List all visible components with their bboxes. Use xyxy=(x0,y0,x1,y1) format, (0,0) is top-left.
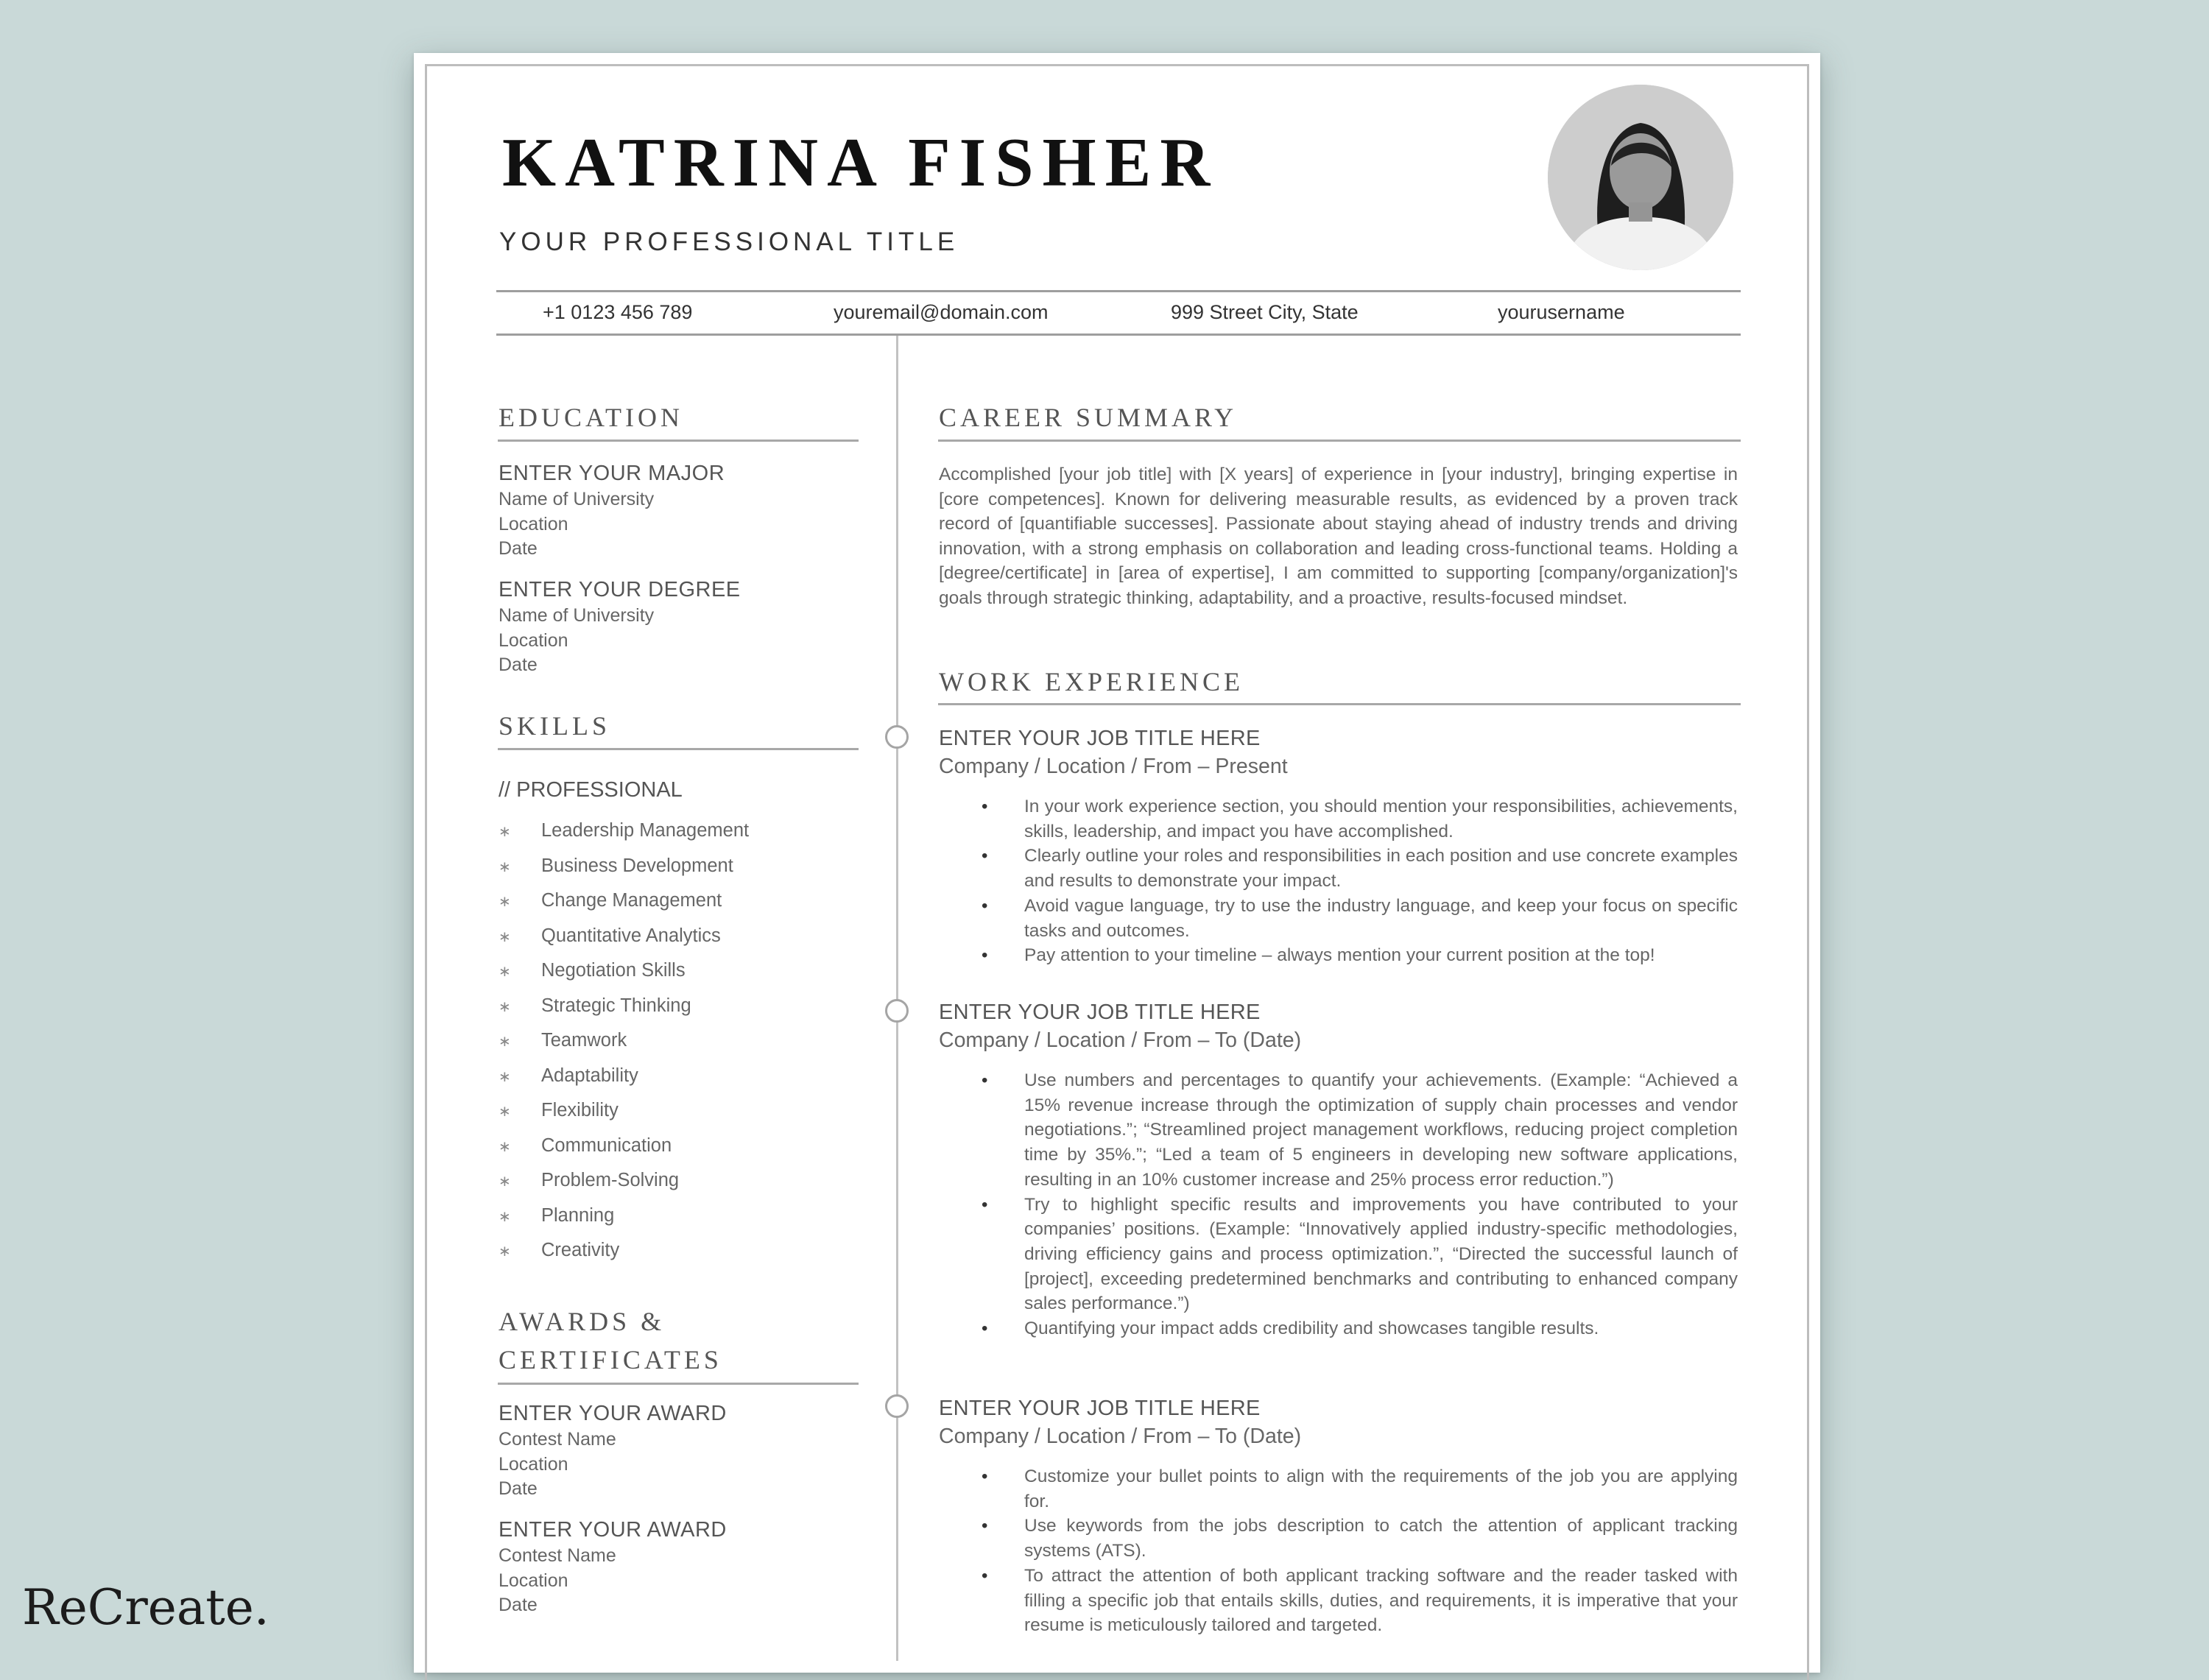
skill-item: ∗ Communication xyxy=(498,1134,845,1169)
skill-item: ∗ Creativity xyxy=(498,1238,845,1274)
education-rule xyxy=(498,440,859,442)
job-bullet: • Use numbers and percentages to quantify your achievements. (Example: “Achieved a 15% revenue increase through the optimization of supply chain processes and vendor negotiations.”; “Streamlined project management workflows, reducing project completion time by 35%.”; “Led a team of 5 engineers in developing new software applications, resulting in an 10% customer increase and 25% process error reduction.”) xyxy=(1024,1068,1738,1193)
skill-item: ∗ Strategic Thinking xyxy=(498,994,845,1029)
job-subtitle: Company / Location / From – To (Date) xyxy=(939,1425,1302,1448)
timeline-dot xyxy=(885,725,909,749)
skill-item: ∗ Negotiation Skills xyxy=(498,959,845,994)
skills-list xyxy=(498,819,845,1274)
job-bullet: • Clearly outline your roles and responsibilities in each position and use concrete examples and results to demonstrate your impact. xyxy=(1024,844,1738,893)
contact-phone: +1 0123 456 789 xyxy=(543,301,693,323)
skill-item: ∗ Business Development xyxy=(498,854,845,889)
career-summary-text: Accomplished [your job title] with [X years] of experience in [your industry], bringing expertise in [core competences]. Known for delivering measurable results, as evidenced by a proven track record of [quantifiable successes]. Passionate about staying ahead of industry trends and driving innovation, with a strong emphasis on collaboration and leading cross-functional teams. Holding a [degree/certificate] in [area of expertise], I am committed to supporting [company/organization]'s goals through strategic thinking, adaptability, and a proactive, results-focused mindset. xyxy=(939,465,1738,608)
skill-item: ∗ Adaptability xyxy=(498,1064,845,1099)
skills-rule xyxy=(498,748,859,750)
asterisk-icon: ∗ xyxy=(498,928,511,945)
asterisk-icon: ∗ xyxy=(498,1173,511,1190)
education-heading: EDUCATION xyxy=(498,403,683,432)
timeline-line xyxy=(896,336,898,1661)
job-subtitle: Company / Location / From – To (Date) xyxy=(939,1028,1302,1052)
education-school: Name of University xyxy=(498,489,655,509)
job-subtitle: Company / Location / From – Present xyxy=(939,755,1288,778)
award-contest: Contest Name xyxy=(498,1429,616,1450)
resume-page xyxy=(414,53,1820,1673)
candidate-name: KATRINA FISHER xyxy=(502,124,1219,201)
skill-item: ∗ Quantitative Analytics xyxy=(498,924,845,959)
award-location: Location xyxy=(498,1570,568,1591)
asterisk-icon: ∗ xyxy=(498,1138,511,1155)
asterisk-icon: ∗ xyxy=(498,1243,511,1260)
timeline-dot xyxy=(885,1394,909,1418)
asterisk-icon: ∗ xyxy=(498,824,511,840)
contact-address: 999 Street City, State xyxy=(1171,301,1359,323)
skill-item: ∗ Teamwork xyxy=(498,1028,845,1064)
award-contest: Contest Name xyxy=(498,1545,616,1566)
job-bullets xyxy=(1024,1068,1738,1341)
job-bullet: • Customize your bullet points to align with the requirements of the job you are applying for. xyxy=(1024,1464,1738,1514)
award-date: Date xyxy=(498,1595,538,1615)
award-date: Date xyxy=(498,1478,538,1499)
education-entry xyxy=(498,462,725,562)
job-bullet: • To attract the attention of both applicant tracking software and the reader tasked with filling a specific job that entails skills, duties, and requirements, it is imperative that your resume is meticulously tailored and targeted. xyxy=(1024,1564,1738,1638)
education-title: ENTER YOUR DEGREE xyxy=(498,578,741,601)
asterisk-icon: ∗ xyxy=(498,1034,511,1050)
asterisk-icon: ∗ xyxy=(498,894,511,910)
skills-subheading: // PROFESSIONAL xyxy=(498,778,683,802)
awards-heading: AWARDS & xyxy=(498,1307,666,1336)
career-summary-heading: CAREER SUMMARY xyxy=(939,403,1238,432)
awards-heading-line2: CERTIFICATES xyxy=(498,1345,722,1374)
job-bullet: • Avoid vague language, try to use the industry language, and keep your focus on specific tasks and outcomes. xyxy=(1024,894,1738,943)
portrait-photo-icon xyxy=(1548,85,1733,270)
award-title: ENTER YOUR AWARD xyxy=(498,1402,727,1425)
asterisk-icon: ∗ xyxy=(498,858,511,875)
education-date: Date xyxy=(498,538,538,559)
education-school: Name of University xyxy=(498,605,655,626)
skill-item: ∗ Change Management xyxy=(498,889,845,924)
award-entry xyxy=(498,1518,727,1618)
asterisk-icon: ∗ xyxy=(498,1208,511,1225)
contact-top-rule xyxy=(496,290,1741,292)
job-title: ENTER YOUR JOB TITLE HERE xyxy=(939,1397,1261,1420)
contact-email: youremail@domain.com xyxy=(834,301,1049,323)
education-title: ENTER YOUR MAJOR xyxy=(498,462,725,485)
asterisk-icon: ∗ xyxy=(498,1068,511,1085)
profile-photo xyxy=(1548,85,1733,270)
skill-item: ∗ Flexibility xyxy=(498,1098,845,1134)
contact-bottom-rule xyxy=(496,333,1741,336)
award-entry xyxy=(498,1402,727,1502)
skill-item: ∗ Problem-Solving xyxy=(498,1168,845,1204)
job-bullets xyxy=(1024,794,1738,968)
award-location: Location xyxy=(498,1453,568,1475)
job-bullets xyxy=(1024,1464,1738,1638)
job-bullet: • In your work experience section, you should mention your responsibilities, achievements, skills, leadership, and impact you have accomplished. xyxy=(1024,794,1738,844)
award-title: ENTER YOUR AWARD xyxy=(498,1518,727,1542)
skill-item: ∗ Planning xyxy=(498,1204,845,1239)
skill-item: ∗ Leadership Management xyxy=(498,819,845,854)
work-experience-rule xyxy=(938,703,1741,705)
career-summary-rule xyxy=(938,440,1741,442)
skills-heading: SKILLS xyxy=(498,711,611,741)
asterisk-icon: ∗ xyxy=(498,1104,511,1120)
asterisk-icon: ∗ xyxy=(498,998,511,1015)
job-bullet: • Try to highlight specific results and improvements you have contributed to your companies’ positions. (Example: “Innovatively applied industry-specific methodologies, driving efficiency gains and process optimization.”, “Directed the successful launch of [project], exceeding predetermined benchmarks and contributing to enhanced company sales performance.”) xyxy=(1024,1193,1738,1317)
job-title: ENTER YOUR JOB TITLE HERE xyxy=(939,727,1261,750)
education-date: Date xyxy=(498,654,538,675)
job-bullet: • Pay attention to your timeline – always mention your current position at the top! xyxy=(1024,943,1738,968)
asterisk-icon: ∗ xyxy=(498,964,511,980)
education-location: Location xyxy=(498,513,568,534)
timeline-dot xyxy=(885,999,909,1023)
contact-username: yourusername xyxy=(1498,301,1625,323)
education-entry xyxy=(498,578,741,678)
job-title: ENTER YOUR JOB TITLE HERE xyxy=(939,1000,1261,1024)
awards-rule xyxy=(498,1383,859,1385)
work-experience-heading: WORK EXPERIENCE xyxy=(939,667,1244,696)
professional-title: YOUR PROFESSIONAL TITLE xyxy=(499,227,959,256)
education-location: Location xyxy=(498,629,568,651)
job-bullet: • Quantifying your impact adds credibility and showcases tangible results. xyxy=(1024,1316,1738,1341)
job-bullet: • Use keywords from the jobs description to catch the attention of applicant tracking systems (ATS). xyxy=(1024,1514,1738,1563)
brand-logo: ReCreate. xyxy=(22,1579,269,1636)
